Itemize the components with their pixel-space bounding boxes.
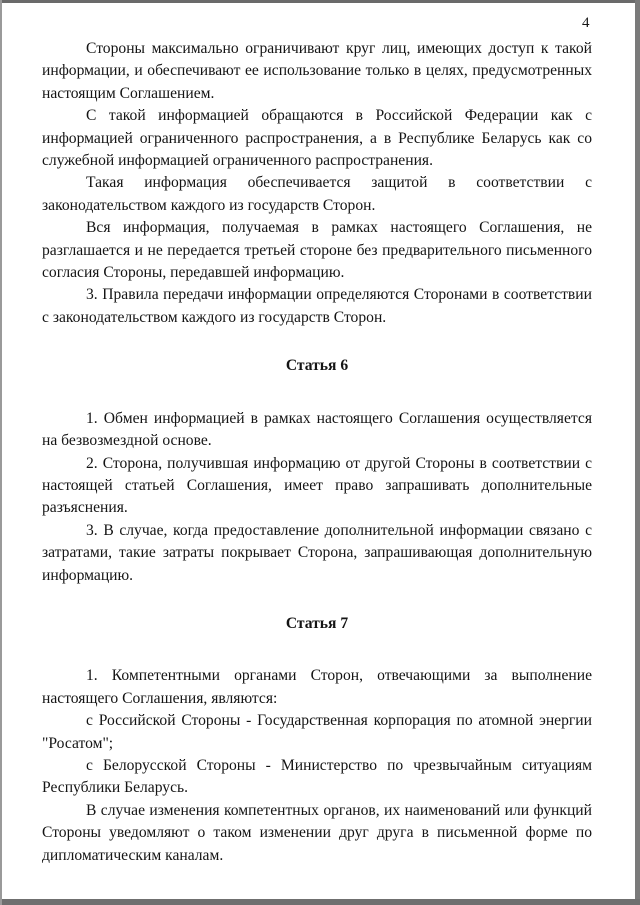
document-body: [42, 38, 592, 867]
paragraph: 1. Обмен информацией в рамках настоящего Соглашения осуществляется на безвозмездной основе.: [42, 409, 592, 450]
scan-edge-top: [0, 0, 640, 3]
article-7: [42, 665, 592, 867]
paragraph: с Белорусской Стороны - Министерство по чрезвычайным ситуациям Республики Беларусь.: [42, 756, 592, 797]
scan-edge-left: [0, 0, 2, 905]
paragraph: с Российской Стороны - Государственная корпорация по атомной энергии "Росатом";: [42, 712, 592, 752]
paragraph: 3. Правила передачи информации определяются Сторонами в соответствии с законодательством каждого из государств Сторон.: [42, 286, 592, 326]
article-6-heading: Статья 6: [285, 357, 349, 375]
article-6: [42, 408, 592, 587]
paragraph: С такой информацией обращаются в Российской Федерации как с информацией ограниченного распространения, а в Республике Беларусь как со служебной информацией ограниченного распространения.: [42, 107, 592, 170]
scan-edge-right: [635, 0, 640, 905]
paragraph: 2. Сторона, получившая информацию от другой Стороны в соответствии с настоящей статьей Соглашения, имеет право запрашивать дополнительные разъяснения.: [42, 454, 592, 517]
page-number: 4: [582, 15, 590, 31]
paragraph: Такая информация обеспечивается защитой в соответствии с законодательством каждого из государств Сторон.: [42, 174, 592, 214]
paragraph: 1. Компетентными органами Сторон, отвечающими за выполнение настоящего Соглашения, являются:: [42, 667, 592, 707]
scan-edge-bottom: [0, 899, 640, 905]
article-7-heading: Статья 7: [285, 614, 349, 632]
paragraph: 3. В случае, когда предоставление дополнительной информации связано с затратами, такие затраты покрывает Сторона, запрашивающая дополнительную информацию.: [42, 521, 592, 584]
paragraph: Стороны максимально ограничивают круг лиц, имеющих доступ к такой информации, и обеспечивают ее использование только в целях, предусмотренных настоящим Соглашением.: [42, 40, 592, 102]
article-5-continuation: [42, 38, 592, 329]
paragraph: В случае изменения компетентных органов, их наименований или функций Стороны уведомляют о таком изменении друг друга в письменной форме по дипломатическим каналам.: [42, 801, 592, 864]
paragraph: Вся информация, получаемая в рамках настоящего Соглашения, не разглашается и не передается третьей стороне без предварительного письменного согласия Стороны, передавшей информацию.: [42, 219, 592, 282]
